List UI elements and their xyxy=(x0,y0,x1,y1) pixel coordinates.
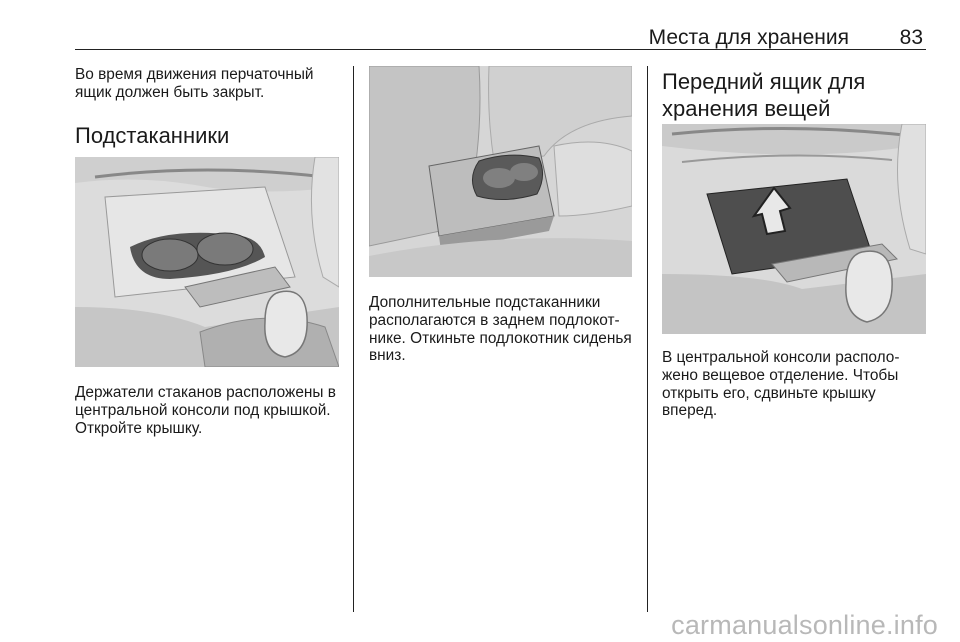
front-storage-heading: Передний ящик для хранения вещей xyxy=(662,69,866,121)
header-title: Места для хранения xyxy=(648,26,849,49)
column-1-caption xyxy=(75,384,340,437)
page-number: 83 xyxy=(899,26,923,49)
center-console-cupholders-illustration xyxy=(75,157,339,367)
column-1 xyxy=(75,66,340,149)
column-divider-1 xyxy=(353,66,354,612)
page-header xyxy=(75,26,925,50)
cupholders-heading: Подстаканники xyxy=(75,122,230,148)
rear-cupholders-caption: Дополнительные подстаканники располагаются в заднем подлокотнике. Откиньте подлокотник сиденья вниз. xyxy=(369,294,632,365)
column-3-caption xyxy=(662,349,927,420)
front-storage-caption: В центральной консоли расположено вещевое отделение. Чтобы открыть его, сдвиньте крышку вперед. xyxy=(662,349,900,420)
front-storage-compartment-illustration xyxy=(662,124,926,334)
rear-armrest-cupholders-illustration xyxy=(369,66,632,277)
column-2 xyxy=(369,294,634,365)
header-rule xyxy=(75,49,926,50)
column-divider-2 xyxy=(647,66,648,612)
column-3 xyxy=(662,68,927,122)
watermark: carmanualsonline.info xyxy=(671,610,938,640)
intro-paragraph: Во время движения перчаточный ящик должен быть закрыт. xyxy=(75,66,314,101)
cupholders-caption: Держатели стаканов расположены в центральной консоли под крышкой. Откройте крышку. xyxy=(75,384,336,437)
